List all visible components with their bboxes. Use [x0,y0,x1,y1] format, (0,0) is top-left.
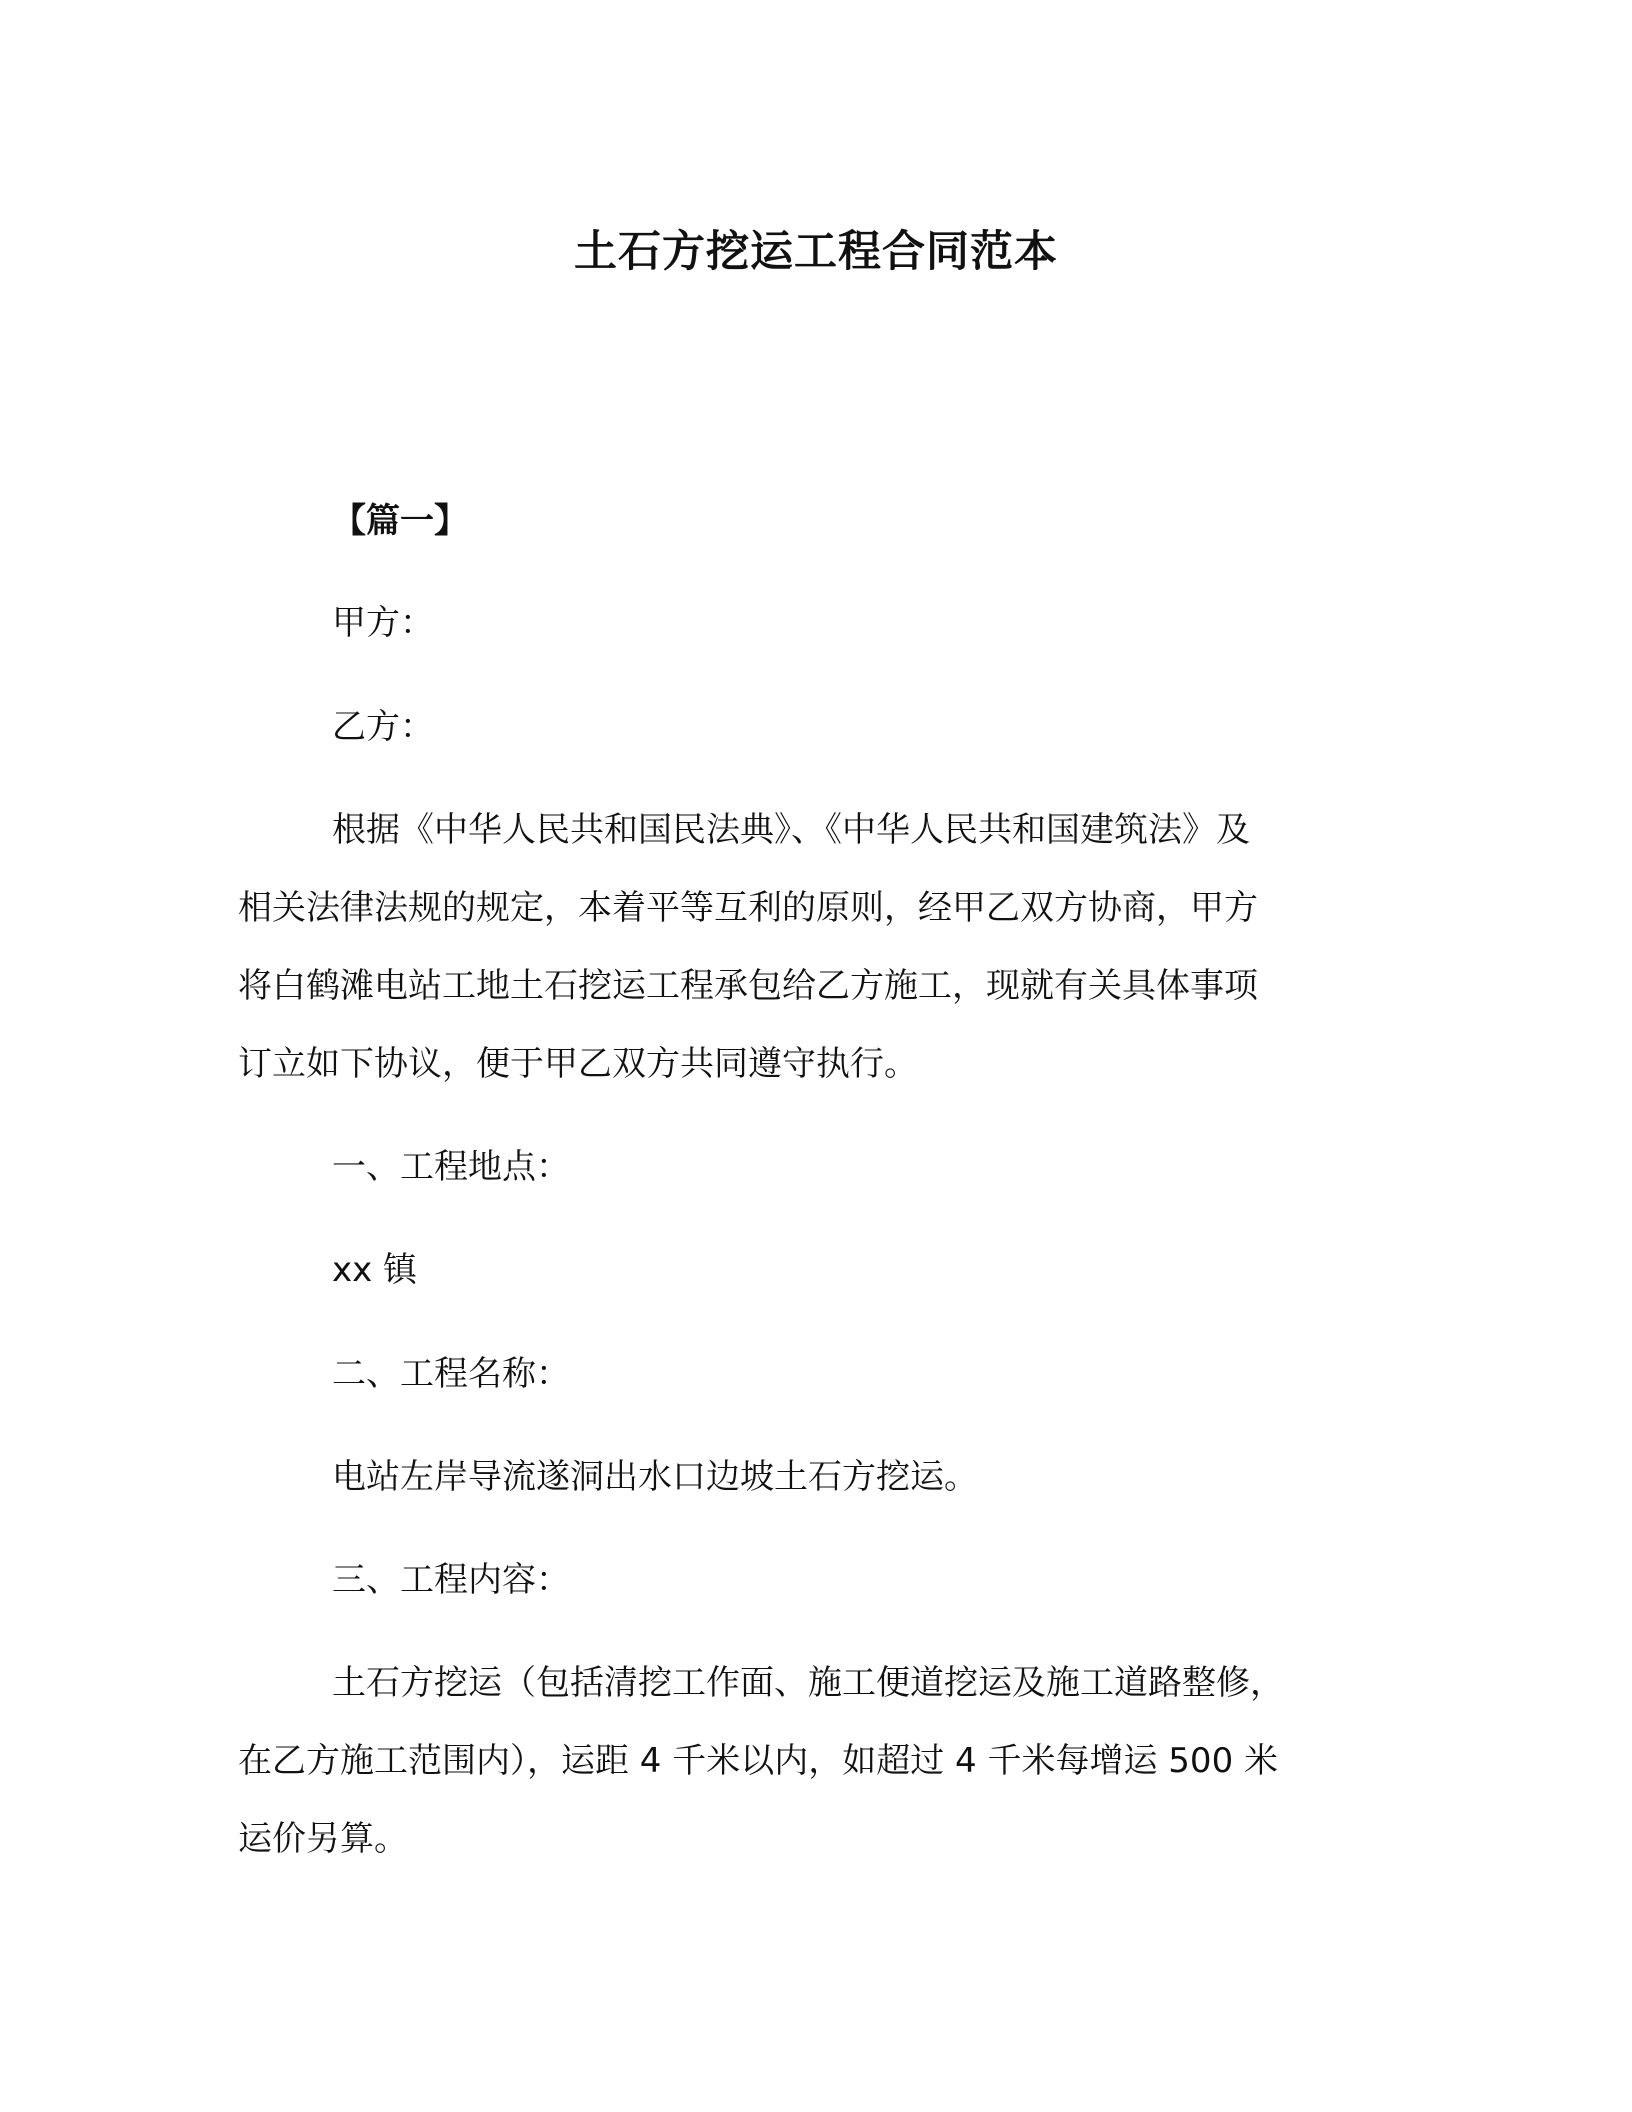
item3-body-line: 在乙方施工范围内），运距 4 千米以内，如超过 4 千米每增运 500 米 [238,1741,1279,1781]
item1-value: xx 镇 [332,1250,418,1290]
item1-heading: 一、工程地点： [332,1147,570,1187]
item3-heading: 三、工程内容： [332,1560,570,1600]
item2-value: 电站左岸导流遂洞出水口边坡土石方挖运。 [332,1457,978,1497]
item3-body-line: 运价另算。 [238,1819,408,1859]
item3-body-line: 土石方挖运（包括清挖工作面、施工便道挖运及施工道路整修， [332,1663,1284,1703]
section-label: 【篇一】 [332,501,468,541]
party-a-label: 甲方： [332,603,434,643]
preamble-line: 订立如下协议，便于甲乙双方共同遵守执行。 [238,1044,918,1084]
preamble-line: 将白鹤滩电站工地土石挖运工程承包给乙方施工，现就有关具体事项 [238,966,1258,1006]
preamble-line: 根据《中华人民共和国民法典》、《中华人民共和国建筑法》及 [332,810,1250,850]
document-title: 土石方挖运工程合同范本 [574,227,1058,277]
preamble-line: 相关法律法规的规定，本着平等互利的原则，经甲乙双方协商，甲方 [238,888,1258,928]
item2-heading: 二、工程名称： [332,1354,570,1394]
party-b-label: 乙方： [332,707,434,747]
